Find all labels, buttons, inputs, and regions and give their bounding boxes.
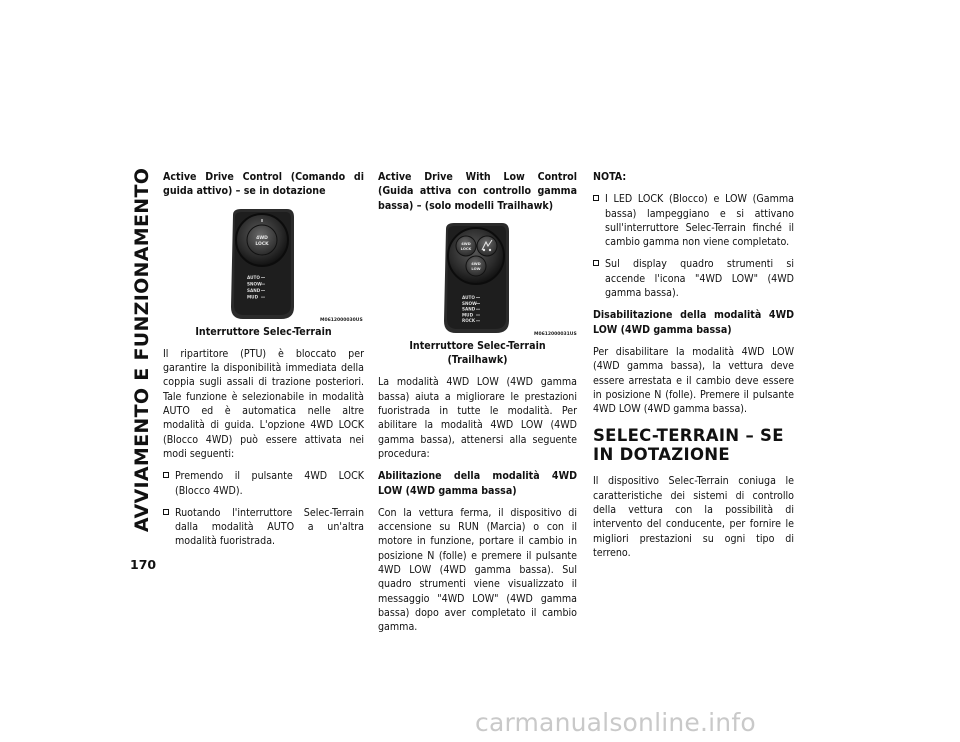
column-3 <box>593 170 794 568</box>
figure-caption: Interruttore Selec-Terrain (Trailhawk) <box>409 339 546 367</box>
bullet-square-icon <box>163 472 169 478</box>
figure-code: M0612000030US <box>320 317 363 323</box>
note-list <box>593 192 794 300</box>
chapter-title: AVVIAMENTO E FUNZIONAMENTO <box>131 167 153 533</box>
selec-terrain-trailhawk-figure <box>378 221 577 337</box>
active-drive-low-heading: Active Drive With Low Control (Guida attiva con controllo gamma bassa) – (solo modelli Trailhawk) <box>378 171 577 212</box>
column-2 <box>378 170 577 643</box>
mode-label-sand: SAND <box>247 287 261 293</box>
bullet-square-icon <box>593 195 599 201</box>
list-item: Ruotando l'interruttore Selec-Terrain dalla modalità AUTO a un'altra modalità fuoristrada. <box>163 506 364 549</box>
list-item: Sul display quadro strumenti si accende l'icona "4WD LOW" (4WD gamma bassa). <box>593 257 794 300</box>
chapter-side-tab <box>128 167 156 533</box>
section-heading: SELEC-TERRAIN – SE IN DOTAZIONE <box>593 426 784 465</box>
lock-button-label-line1: 4WD <box>461 241 471 246</box>
lock-button-label-line2: LOCK <box>460 246 472 251</box>
low-button-label-line2: LOW <box>471 266 481 271</box>
ptu-paragraph: Il ripartitore (PTU) è bloccato per garantire la disponibilità immediata della coppia sugli assali di trazione posteriori. Tale funzione è selezionabile in modalità AUTO ed è automatica nelle altre modalità di guida. L'opzione 4WD LOCK (Blocco 4WD) può essere attivata nei modi seguenti: <box>163 347 364 460</box>
button-label-line2: LOCK <box>255 241 269 247</box>
mode-label-snow: SNOW <box>462 300 477 306</box>
mode-label-sand: SAND <box>462 306 476 312</box>
selec-terrain-switch-figure <box>163 207 364 323</box>
bullet-square-icon <box>593 260 599 266</box>
list-item: I LED LOCK (Blocco) e LOW (Gamma bassa) lampeggiano e si attivano sull'interruttore Selec-Terrain finché il cambio gamma non viene completato. <box>593 192 794 249</box>
mode-label-snow: SNOW <box>247 281 262 287</box>
enable-low-paragraph: Con la vettura ferma, il dispositivo di accensione su RUN (Marcia) o con il motore in funzione, portare il cambio in posizione N (folle) e premere il pulsante 4WD LOW (4WD gamma bassa). Sul quadro strumenti viene visualizzato il messaggio "4WD LOW" (4WD gamma bassa) dopo aver completato il cambio gamma. <box>378 506 577 634</box>
selec-terrain-paragraph: Il dispositivo Selec-Terrain coniuga le caratteristiche dei sistemi di controllo della vettura con la possibilità di intervento del conducente, per fornire le migliori prestazioni su ogni tipo di terreno. <box>593 475 794 559</box>
active-drive-control-heading: Active Drive Control (Comando di guida attivo) – se in dotazione <box>163 171 364 198</box>
mode-label-mud: MUD <box>247 294 259 300</box>
button-label-line1: 4WD <box>256 235 268 241</box>
bullet-square-icon <box>163 509 169 515</box>
note-label: NOTA: <box>593 171 627 183</box>
lock-methods-list <box>163 469 364 548</box>
column-1 <box>163 170 364 557</box>
figure-caption: Interruttore Selec-Terrain <box>195 325 332 338</box>
page-number: 170 <box>130 557 157 572</box>
low-mode-paragraph: La modalità 4WD LOW (4WD gamma bassa) aiuta a migliorare le prestazioni fuoristrada in tutte le modalità. Per abilitare la modalità 4WD LOW (4WD gamma bassa), attenersi alla seguente procedura: <box>378 376 577 460</box>
selec-terrain-trailhawk-image <box>378 221 577 337</box>
mode-label-auto: AUTO <box>462 294 475 300</box>
disable-low-heading: Disabilitazione della modalità 4WD LOW (4WD gamma bassa) <box>593 309 794 336</box>
mode-label-rock: ROCK <box>462 318 476 324</box>
mode-label-auto: AUTO <box>247 274 260 280</box>
watermark: carmanualsonline.info <box>475 708 756 737</box>
disable-low-paragraph: Per disabilitare la modalità 4WD LOW (4WD gamma bassa), la vettura deve essere arrestata e il cambio deve essere in posizione N (folle). Premere il pulsante 4WD LOW (4WD gamma bassa). <box>593 345 794 416</box>
figure-code: M0612000031US <box>534 331 577 337</box>
low-button-label-line1: 4WD <box>471 261 481 266</box>
list-item: Premendo il pulsante 4WD LOCK (Blocco 4WD). <box>163 469 364 498</box>
mode-label-mud: MUD <box>462 312 474 318</box>
enable-low-heading: Abilitazione della modalità 4WD LOW (4WD gamma bassa) <box>378 470 577 497</box>
selec-terrain-switch-image <box>163 207 364 323</box>
